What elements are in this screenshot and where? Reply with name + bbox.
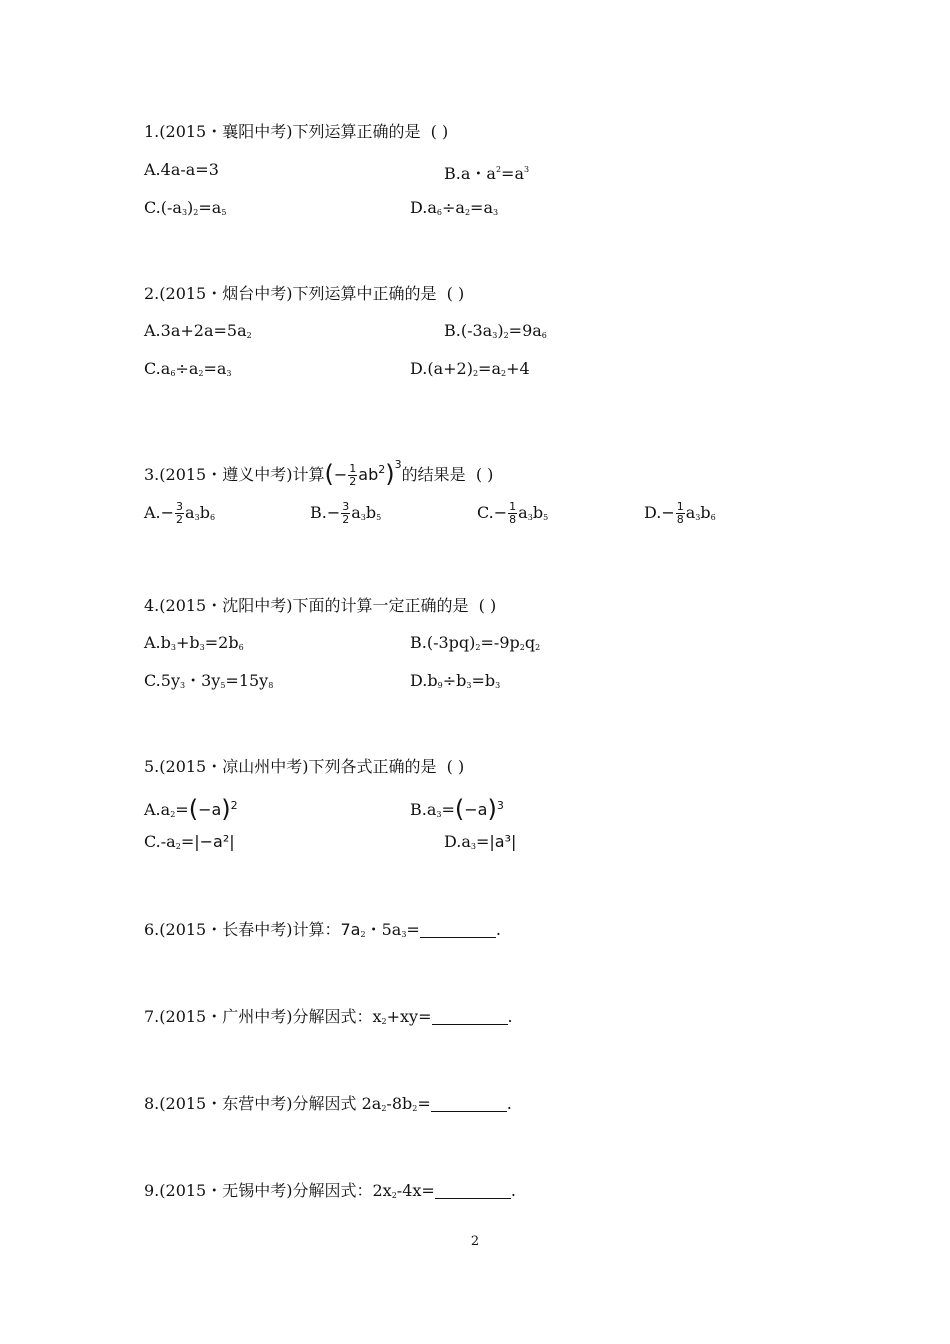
answer-blank[interactable] [435,1184,511,1199]
question-5-option-b: $B.a_3=(-a)^3$ [410,795,504,823]
question-4-option-d: $D.b_9\div b_3=b_3$ [410,671,501,690]
question-text: 下列运算正确的是 [292,122,421,141]
question-7: 7.(2015・广州中考)分解因式：$x_2+xy=$ . [144,1007,513,1026]
answer-blank[interactable] [420,923,496,938]
answer-bracket: ( ) [475,465,494,484]
question-2-option-a: $A.3a+2a=5a_2$ [144,321,252,340]
question-2-option-d: $D.(a+2)_2=a_2+4$ [410,359,530,378]
question-1-option-a: A.4a-a=3 [144,160,219,179]
answer-bracket: ( ) [430,122,449,141]
question-6: 6.(2015・长春中考)计算：$7a_2$・$5a_3=$ . [144,920,501,939]
question-4-stem: 4.(2015・沈阳中考)下面的计算一定正确的是 ( ) [144,596,497,615]
question-source: (2015・襄阳中考) [159,122,293,141]
close-paren: ) [385,460,395,488]
question-1-option-c: $C.(-a_3)_2=a_5$ [144,198,227,217]
question-5-stem: 5.(2015・凉山州中考)下列各式正确的是 ( ) [144,757,465,776]
question-5-option-d: $D.a_3=|a^3|$ [444,832,517,851]
question-2-option-b: $B.(-3a_3)_2=9a_6$ [444,321,547,340]
question-number: 1. [144,122,160,141]
question-1-option-d: $D.a_6\div a_2=a_3$ [410,198,499,217]
question-2-option-c: $C.a_6\div a_2=a_3$ [144,359,232,378]
question-3-option-c: C.− $\frac{1}{8}$ $a_3b_5$ [477,500,549,526]
question-1-stem [144,122,448,142]
open-paren: ( [324,460,334,488]
question-9: 9.(2015・无锡中考)分解因式：$2x_2-4x=$ . [144,1181,516,1200]
answer-blank[interactable] [431,1097,507,1112]
question-3-option-b: B.− $\frac{3}{2}$ $a_3b_5$ [310,500,382,526]
answer-bracket: ( ) [478,596,497,615]
question-4-option-a: $A.b_3+b_3=2b_6$ [144,633,244,652]
question-3-stem: 3.(2015・遵义中考)计算(− $\frac{1}{2}$ $ab^2)^3$的结果是 ( ) [144,458,494,488]
fraction: $\frac{1}{2}$ [349,462,357,488]
question-4-option-c: $C.5y_3$・$3y_5=15y_8$ [144,671,274,690]
question-4-option-b: $B.(-3pq)_2=-9p_2q_2$ [410,633,541,652]
answer-bracket: ( ) [446,757,465,776]
question-3-option-d: D.− $\frac{1}{8}$ $a_3b_6$ [644,500,716,526]
answer-blank[interactable] [432,1010,508,1025]
question-8: 8.(2015・东营中考)分解因式 $2a_2-8b_2=$ . [144,1094,512,1113]
question-5-option-c: $C.-a_2=|-a^2|$ [144,832,235,851]
answer-bracket: ( ) [446,284,465,303]
question-1-option-b: B.a・$a^2=a^3$ [444,164,530,183]
page-number: 2 [470,1234,480,1249]
question-3-option-a: A.− $\frac{3}{2}$ $a_3b_6$ [144,500,216,526]
question-5-option-a: $A.a_2=(-a)^2$ [144,795,238,823]
question-2-stem: 2.(2015・烟台中考)下列运算中正确的是 ( ) [144,284,465,303]
